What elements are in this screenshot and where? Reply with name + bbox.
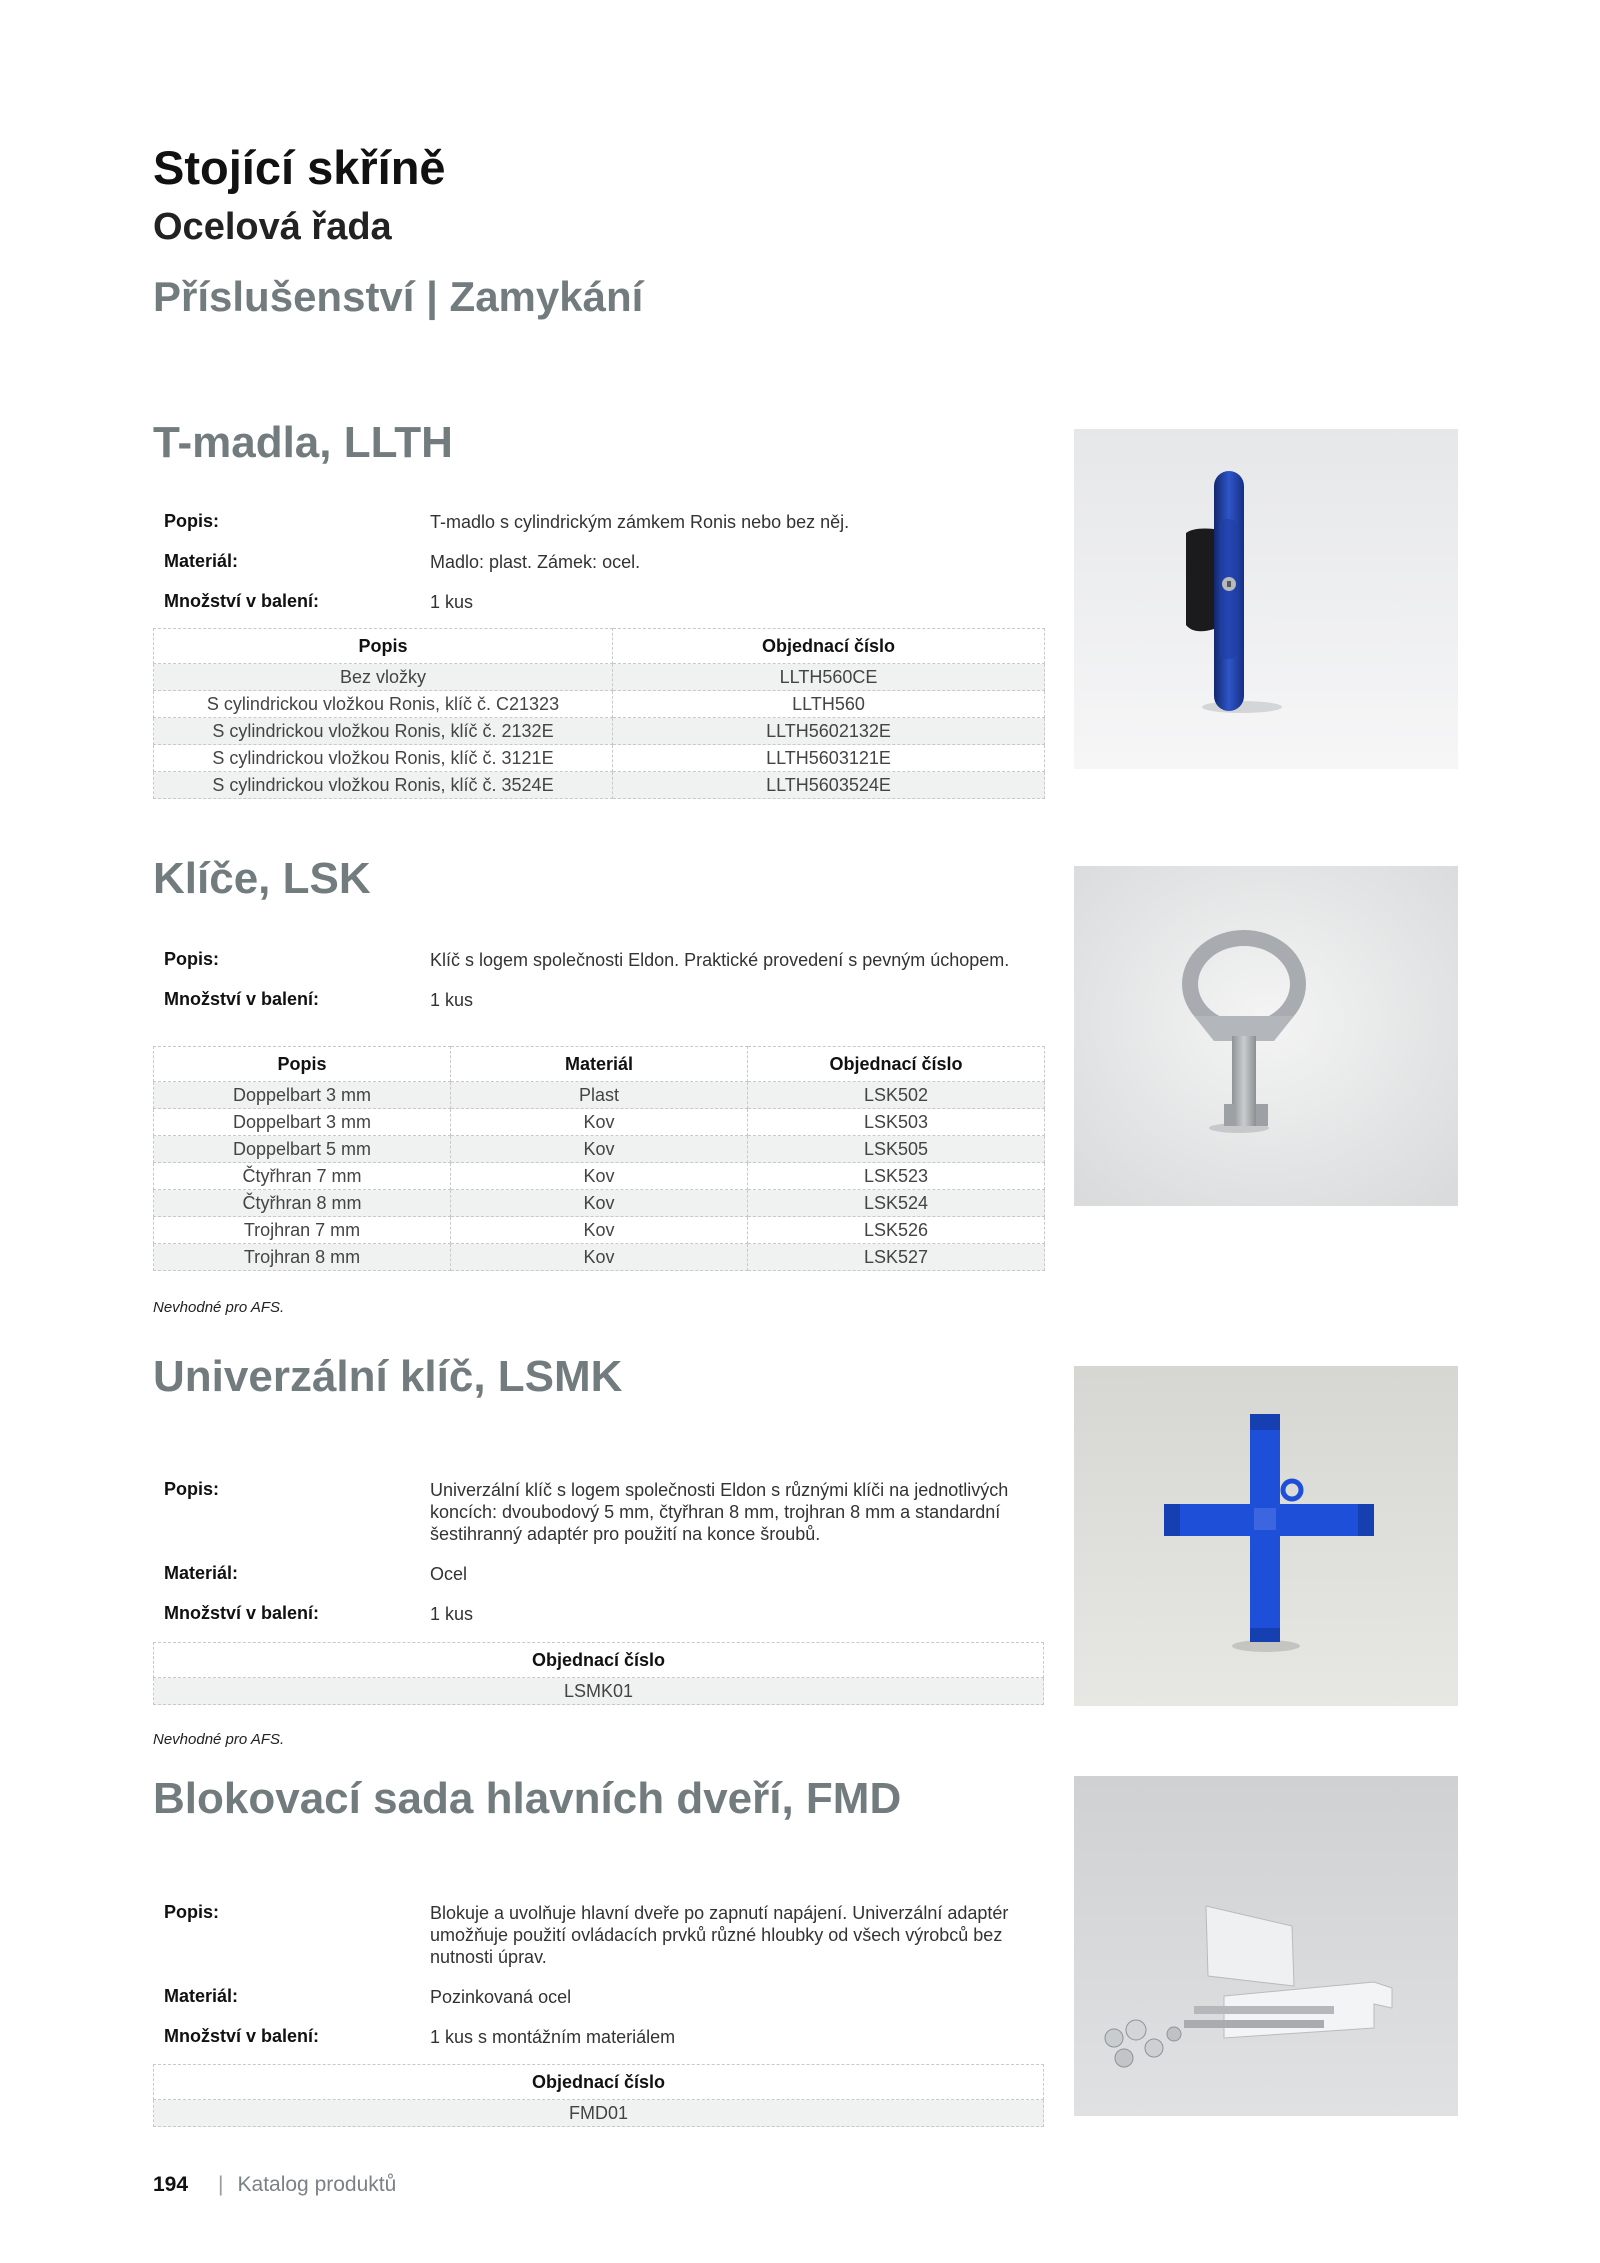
prop-label: Materiál: bbox=[164, 551, 239, 571]
photo-key bbox=[1074, 866, 1458, 1206]
prop-label: Popis: bbox=[164, 949, 220, 969]
table-cell: Doppelbart 5 mm bbox=[154, 1136, 451, 1163]
table-cell: LSK505 bbox=[748, 1136, 1045, 1163]
column-header: Popis bbox=[154, 629, 613, 664]
prop-label: Materiál: bbox=[164, 1563, 239, 1583]
table-cell: S cylindrickou vložkou Ronis, klíč č. C21323 bbox=[154, 691, 613, 718]
section-props-lsmk bbox=[164, 1479, 1044, 1643]
column-header: Objednací číslo bbox=[154, 2065, 1044, 2100]
prop-row bbox=[164, 1603, 1044, 1625]
table-cell: LSK523 bbox=[748, 1163, 1045, 1190]
table-row bbox=[154, 1244, 1045, 1271]
column-header: Objednací číslo bbox=[748, 1047, 1045, 1082]
table-cell: Kov bbox=[451, 1109, 748, 1136]
section-title-lsk: Klíče, LSK bbox=[153, 854, 371, 903]
table-row bbox=[154, 745, 1045, 772]
table-cell: Kov bbox=[451, 1244, 748, 1271]
table-cell: LLTH5603524E bbox=[613, 772, 1045, 799]
table-cell: LSK527 bbox=[748, 1244, 1045, 1271]
prop-row bbox=[164, 949, 1044, 971]
prop-value: T-madlo s cylindrickým zámkem Ronis nebo bez něj. bbox=[430, 512, 850, 532]
photo-universal-key bbox=[1074, 1366, 1458, 1706]
table-row bbox=[154, 1678, 1044, 1705]
page-footer bbox=[153, 2173, 396, 2197]
prop-row bbox=[164, 1902, 1044, 1968]
table-row bbox=[154, 1217, 1045, 1244]
page-number: 194 bbox=[153, 2173, 189, 2196]
table-cell: LLTH560 bbox=[613, 691, 1045, 718]
prop-value: 1 kus bbox=[430, 1604, 474, 1624]
table-row bbox=[154, 1136, 1045, 1163]
table-row bbox=[154, 718, 1045, 745]
prop-row bbox=[164, 1479, 1044, 1545]
page-subtitle: Ocelová řada bbox=[153, 206, 392, 248]
table-cell: FMD01 bbox=[154, 2100, 1044, 2127]
table-cell: Trojhran 8 mm bbox=[154, 1244, 451, 1271]
photo-t-handle bbox=[1074, 429, 1458, 769]
order-table-llth bbox=[153, 628, 1045, 799]
table-cell: Čtyřhran 8 mm bbox=[154, 1190, 451, 1217]
table-cell: Kov bbox=[451, 1136, 748, 1163]
note-lsmk: Nevhodné pro AFS. bbox=[153, 1731, 285, 1748]
table-header-row bbox=[154, 1643, 1044, 1678]
table-cell: S cylindrickou vložkou Ronis, klíč č. 3121E bbox=[154, 745, 613, 772]
order-table-lsmk bbox=[153, 1642, 1044, 1705]
prop-label: Materiál: bbox=[164, 1986, 239, 2006]
table-row bbox=[154, 664, 1045, 691]
order-table-fmd bbox=[153, 2064, 1044, 2127]
prop-row bbox=[164, 511, 1044, 533]
table-header-row bbox=[154, 629, 1045, 664]
photo-fmd-kit bbox=[1074, 1776, 1458, 2116]
prop-row bbox=[164, 989, 1044, 1011]
prop-row bbox=[164, 2026, 1044, 2048]
table-header-row bbox=[154, 1047, 1045, 1082]
prop-label: Množství v balení: bbox=[164, 591, 320, 611]
table-cell: Bez vložky bbox=[154, 664, 613, 691]
prop-value: Klíč s logem společnosti Eldon. Praktické provedení s pevným úchopem. bbox=[430, 950, 1010, 970]
order-table-lsk bbox=[153, 1046, 1045, 1271]
table-cell: LLTH560CE bbox=[613, 664, 1045, 691]
table-row bbox=[154, 1109, 1045, 1136]
note-lsk: Nevhodné pro AFS. bbox=[153, 1299, 285, 1316]
prop-row bbox=[164, 591, 1044, 613]
prop-value: Univerzální klíč s logem společnosti Eldon s různými klíči na jednotlivých koncích: dvoubodový 5 mm, čtyřhran 8 mm, trojhran 8 mm a standardní šestihranný adaptér pro použití na konce šroubů. bbox=[430, 1480, 1009, 1544]
column-header: Objednací číslo bbox=[154, 1643, 1044, 1678]
prop-label: Množství v balení: bbox=[164, 1603, 320, 1623]
section-props-lsk bbox=[164, 949, 1044, 1029]
table-row bbox=[154, 772, 1045, 799]
table-row bbox=[154, 1163, 1045, 1190]
section-props-llth bbox=[164, 511, 1044, 631]
prop-label: Popis: bbox=[164, 1479, 220, 1499]
table-cell: Kov bbox=[451, 1217, 748, 1244]
table-cell: Trojhran 7 mm bbox=[154, 1217, 451, 1244]
table-cell: S cylindrickou vložkou Ronis, klíč č. 3524E bbox=[154, 772, 613, 799]
table-header-row bbox=[154, 2065, 1044, 2100]
prop-row bbox=[164, 1986, 1044, 2008]
prop-value: Blokuje a uvolňuje hlavní dveře po zapnutí napájení. Univerzální adaptér umožňuje použití ovládacích prvků různé hloubky od všech výrobců bez nutnosti úprav. bbox=[430, 1903, 1009, 1967]
prop-label: Popis: bbox=[164, 511, 220, 531]
table-cell: LSK503 bbox=[748, 1109, 1045, 1136]
prop-row bbox=[164, 551, 1044, 573]
page-title: Stojící skříně bbox=[153, 141, 446, 194]
section-title-fmd: Blokovací sada hlavních dveří, FMD bbox=[153, 1774, 902, 1823]
column-header: Popis bbox=[154, 1047, 451, 1082]
table-cell: Doppelbart 3 mm bbox=[154, 1109, 451, 1136]
table-cell: LLTH5603121E bbox=[613, 745, 1045, 772]
prop-value: Madlo: plast. Zámek: ocel. bbox=[430, 552, 641, 572]
prop-label: Popis: bbox=[164, 1902, 220, 1922]
table-cell: LSMK01 bbox=[154, 1678, 1044, 1705]
table-cell: Kov bbox=[451, 1163, 748, 1190]
table-row bbox=[154, 691, 1045, 718]
prop-label: Množství v balení: bbox=[164, 989, 320, 1009]
prop-value: 1 kus bbox=[430, 592, 474, 612]
table-cell: LSK524 bbox=[748, 1190, 1045, 1217]
prop-row bbox=[164, 1563, 1044, 1585]
table-cell: Doppelbart 3 mm bbox=[154, 1082, 451, 1109]
table-row bbox=[154, 1082, 1045, 1109]
prop-label: Množství v balení: bbox=[164, 2026, 320, 2046]
table-cell: LSK502 bbox=[748, 1082, 1045, 1109]
prop-value: Ocel bbox=[430, 1564, 468, 1584]
table-cell: Čtyřhran 7 mm bbox=[154, 1163, 451, 1190]
section-props-fmd bbox=[164, 1902, 1044, 2066]
table-cell: Plast bbox=[451, 1082, 748, 1109]
prop-value: Pozinkovaná ocel bbox=[430, 1987, 572, 2007]
table-row bbox=[154, 2100, 1044, 2127]
column-header: Materiál bbox=[451, 1047, 748, 1082]
catalog-name: Katalog produktů bbox=[237, 2173, 397, 2196]
table-cell: LLTH5602132E bbox=[613, 718, 1045, 745]
section-title-llth: T-madla, LLTH bbox=[153, 418, 453, 467]
prop-value: 1 kus bbox=[430, 990, 474, 1010]
table-cell: Kov bbox=[451, 1190, 748, 1217]
table-cell: S cylindrickou vložkou Ronis, klíč č. 2132E bbox=[154, 718, 613, 745]
category-heading: Příslušenství | Zamykání bbox=[153, 273, 644, 320]
footer-separator: | bbox=[218, 2173, 224, 2196]
prop-value: 1 kus s montážním materiálem bbox=[430, 2027, 676, 2047]
table-cell: LSK526 bbox=[748, 1217, 1045, 1244]
section-title-lsmk: Univerzální klíč, LSMK bbox=[153, 1352, 623, 1401]
table-row bbox=[154, 1190, 1045, 1217]
column-header: Objednací číslo bbox=[613, 629, 1045, 664]
